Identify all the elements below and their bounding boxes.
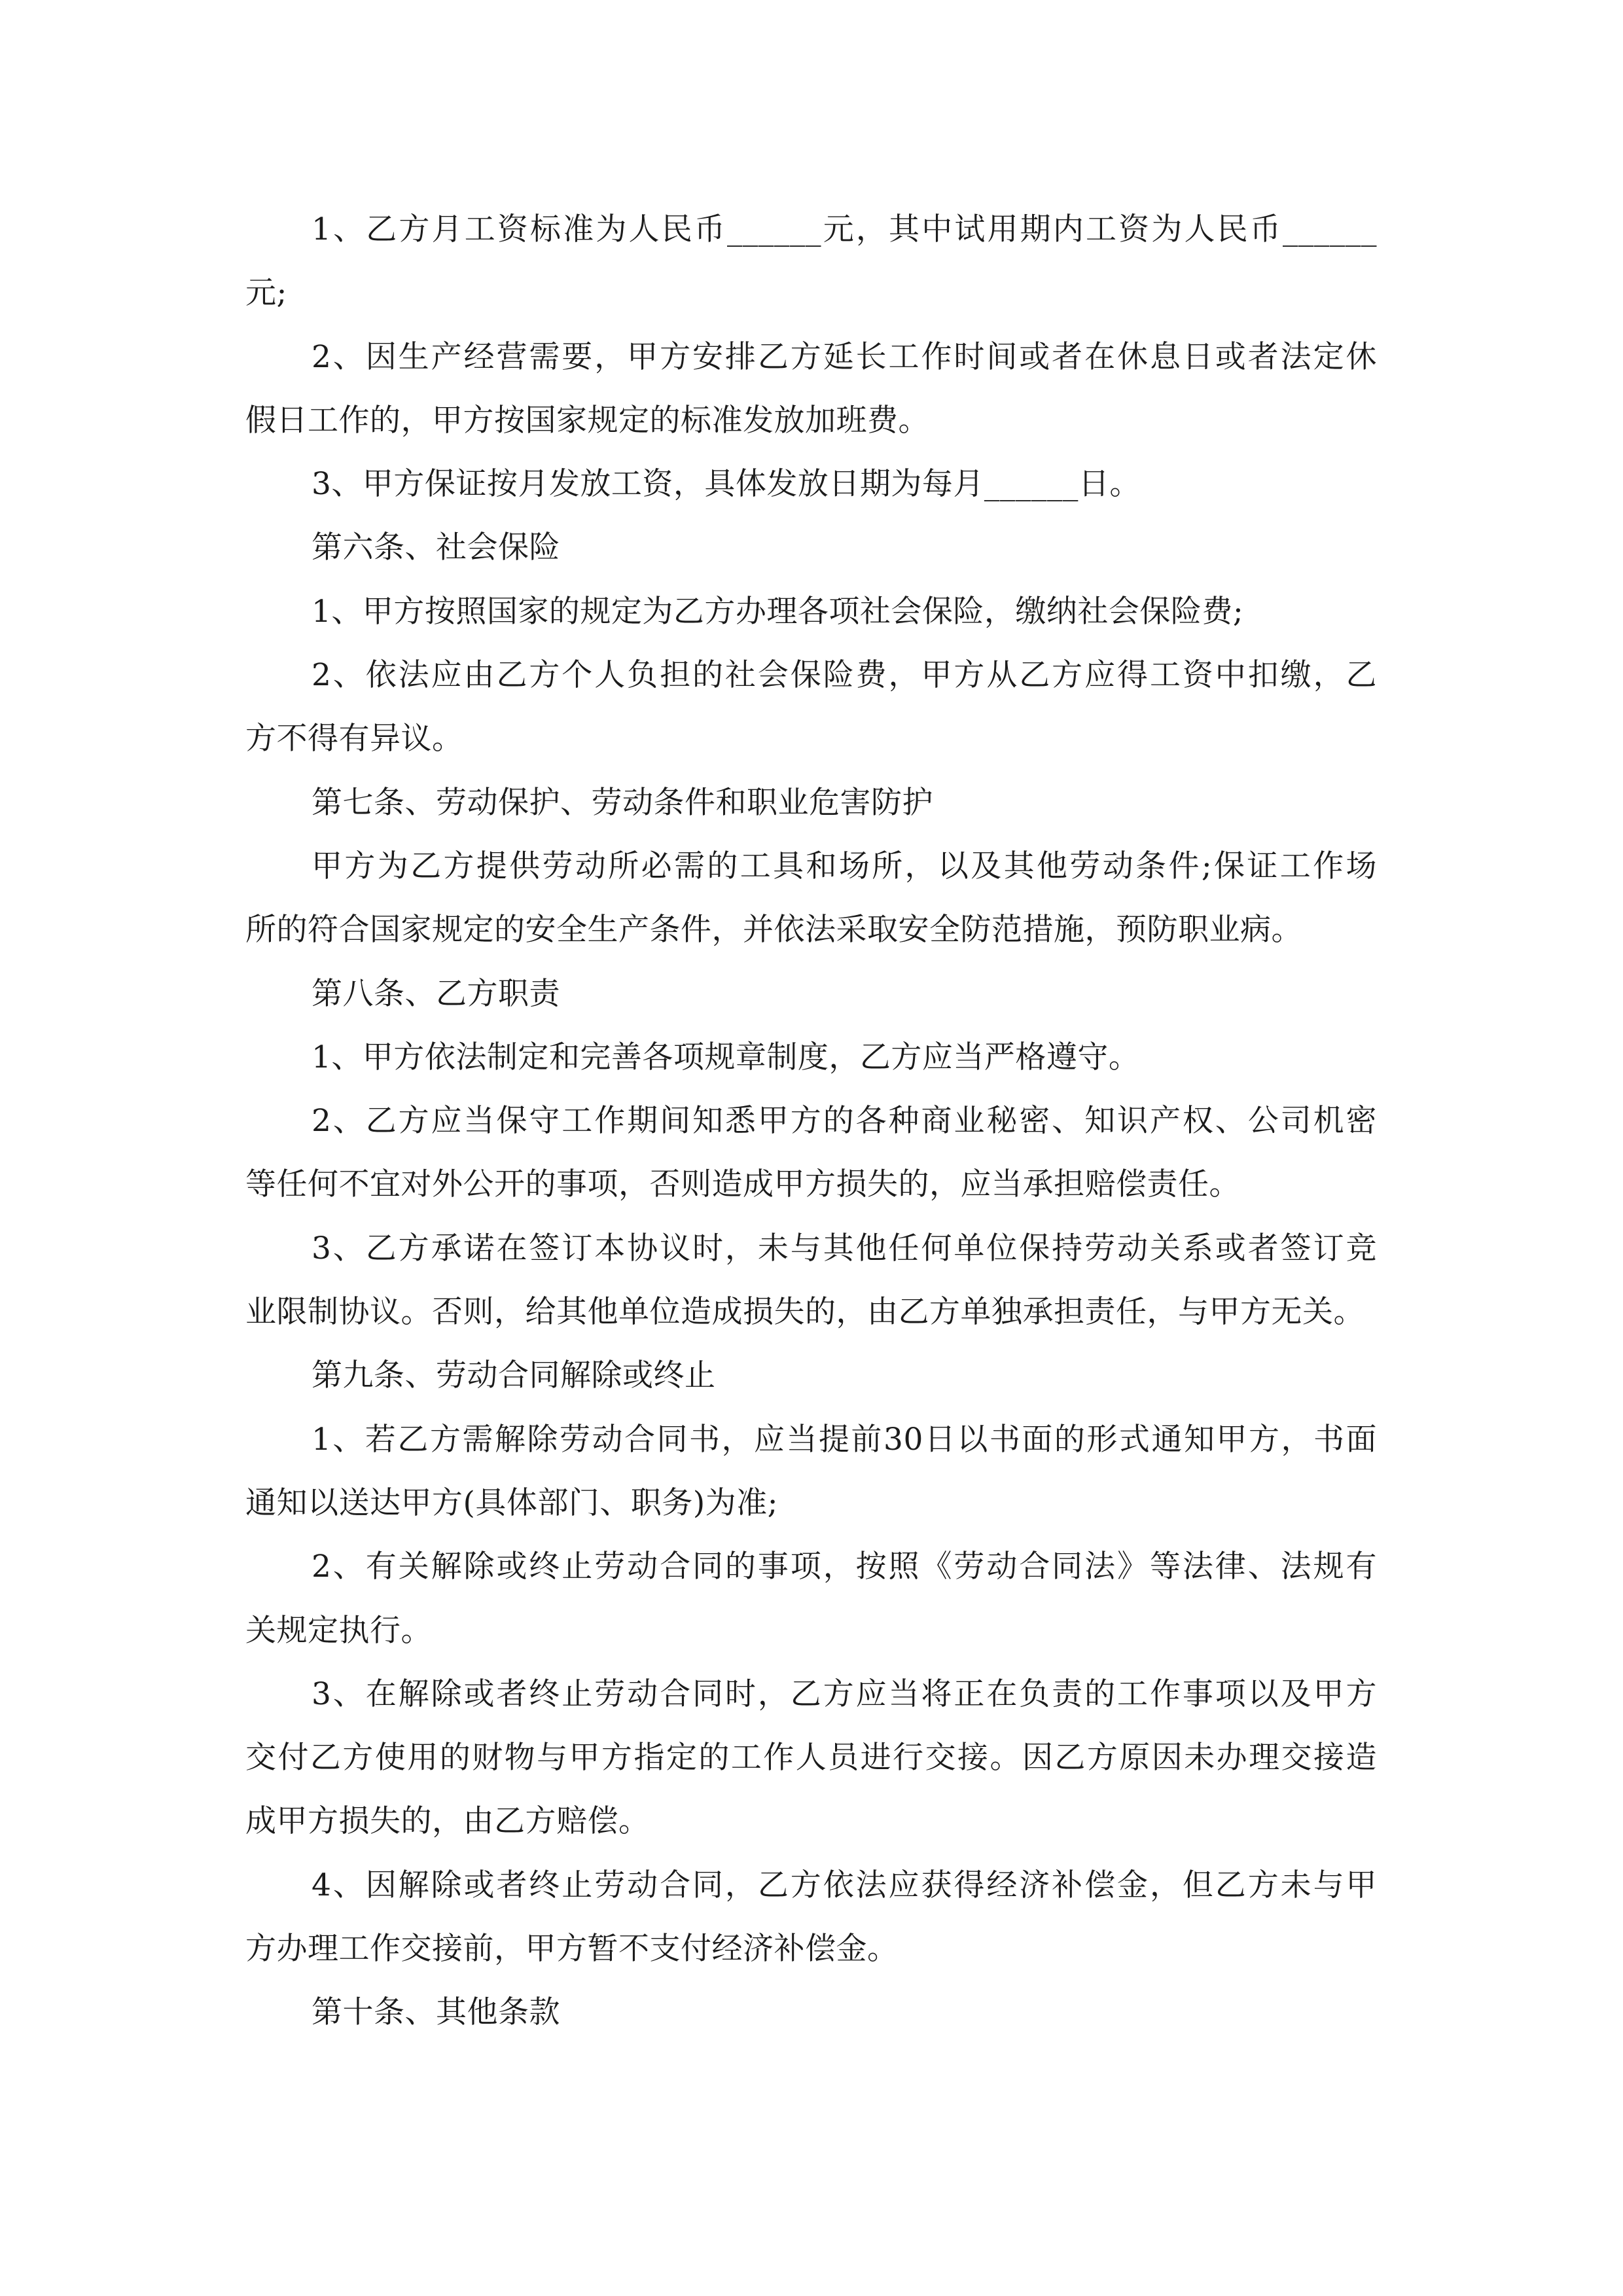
text-line: 方办理工作交接前，甲方暂不支付经济补偿金。 (245, 1931, 899, 1967)
text-line: 3、乙方承诺在签订本协议时，未与其他任何单位保持劳动关系或者签订竞 (312, 1230, 1377, 1266)
text-line: 甲方为乙方提供劳动所必需的工具和场所，以及其他劳动条件;保证工作场 (312, 848, 1377, 884)
text-line: 1、甲方按照国家的规定为乙方办理各项社会保险，缴纳社会保险费; (312, 593, 1244, 630)
clause-paragraph (245, 198, 1377, 325)
section-heading (245, 516, 1377, 579)
text-line: 3、在解除或者终止劳动合同时，乙方应当将正在负责的工作事项以及甲方 (312, 1676, 1377, 1712)
text-line: 方不得有异议。 (245, 721, 463, 757)
heading-text: 第十条、其他条款 (312, 1994, 560, 2031)
heading-text: 第六条、社会保险 (312, 529, 560, 566)
section-heading (245, 1344, 1377, 1407)
text-line: 3、甲方保证按月发放工资，具体发放日期为每月______日。 (312, 466, 1141, 503)
text-line: 元; (245, 275, 287, 312)
text-line: 1、乙方月工资标准为人民币______元，其中试用期内工资为人民币______ (312, 211, 1377, 247)
clause-paragraph (245, 643, 1377, 771)
text-line: 1、若乙方需解除劳动合同书，应当提前30日以书面的形式通知甲方，书面 (312, 1421, 1377, 1458)
text-line: 2、因生产经营需要，甲方安排乙方延长工作时间或者在休息日或者法定休 (312, 338, 1377, 375)
text-line: 2、依法应由乙方个人负担的社会保险费，甲方从乙方应得工资中扣缴，乙 (312, 657, 1377, 694)
clause-paragraph (245, 1535, 1377, 1662)
text-line: 4、因解除或者终止劳动合同，乙方依法应获得经济补偿金，但乙方未与甲 (312, 1867, 1377, 1903)
text-line: 2、有关解除或终止劳动合同的事项，按照《劳动合同法》等法律、法规有 (312, 1549, 1377, 1585)
clause-paragraph (245, 580, 1377, 643)
clause-paragraph (245, 1408, 1377, 1535)
clause-paragraph (245, 1089, 1377, 1217)
section-heading (245, 1981, 1377, 2044)
clause-paragraph (245, 1854, 1377, 1981)
heading-text: 第八条、乙方职责 (312, 975, 560, 1012)
clause-paragraph (245, 834, 1377, 962)
text-line: 所的符合国家规定的安全生产条件，并依法采取安全防范措施，预防职业病。 (245, 912, 1302, 948)
contract-body (245, 198, 1377, 2045)
text-line: 等任何不宜对外公开的事项，否则造成甲方损失的，应当承担赔偿责任。 (245, 1166, 1240, 1203)
clause-paragraph (245, 1662, 1377, 1854)
section-heading (245, 962, 1377, 1026)
text-line: 1、甲方依法制定和完善各项规章制度，乙方应当严格遵守。 (312, 1039, 1140, 1075)
section-heading (245, 771, 1377, 834)
heading-text: 第九条、劳动合同解除或终止 (312, 1357, 716, 1394)
clause-paragraph (245, 325, 1377, 453)
text-line: 交付乙方使用的财物与甲方指定的工作人员进行交接。因乙方原因未办理交接造 (245, 1740, 1377, 1776)
clause-paragraph (245, 1217, 1377, 1344)
clause-paragraph (245, 452, 1377, 516)
text-line: 成甲方损失的，由乙方赔偿。 (245, 1803, 650, 1840)
clause-paragraph (245, 1026, 1377, 1089)
text-line: 假日工作的，甲方按国家规定的标准发放加班费。 (245, 402, 929, 439)
text-line: 业限制协议。否则，给其他单位造成损失的，由乙方单独承担责任，与甲方无关。 (245, 1294, 1364, 1331)
text-line: 通知以送达甲方(具体部门、职务)为准; (245, 1484, 779, 1521)
text-line: 关规定执行。 (245, 1612, 432, 1649)
heading-text: 第七条、劳动保护、劳动条件和职业危害防护 (312, 784, 933, 821)
text-line: 2、乙方应当保守工作期间知悉甲方的各种商业秘密、知识产权、公司机密 (312, 1103, 1377, 1139)
